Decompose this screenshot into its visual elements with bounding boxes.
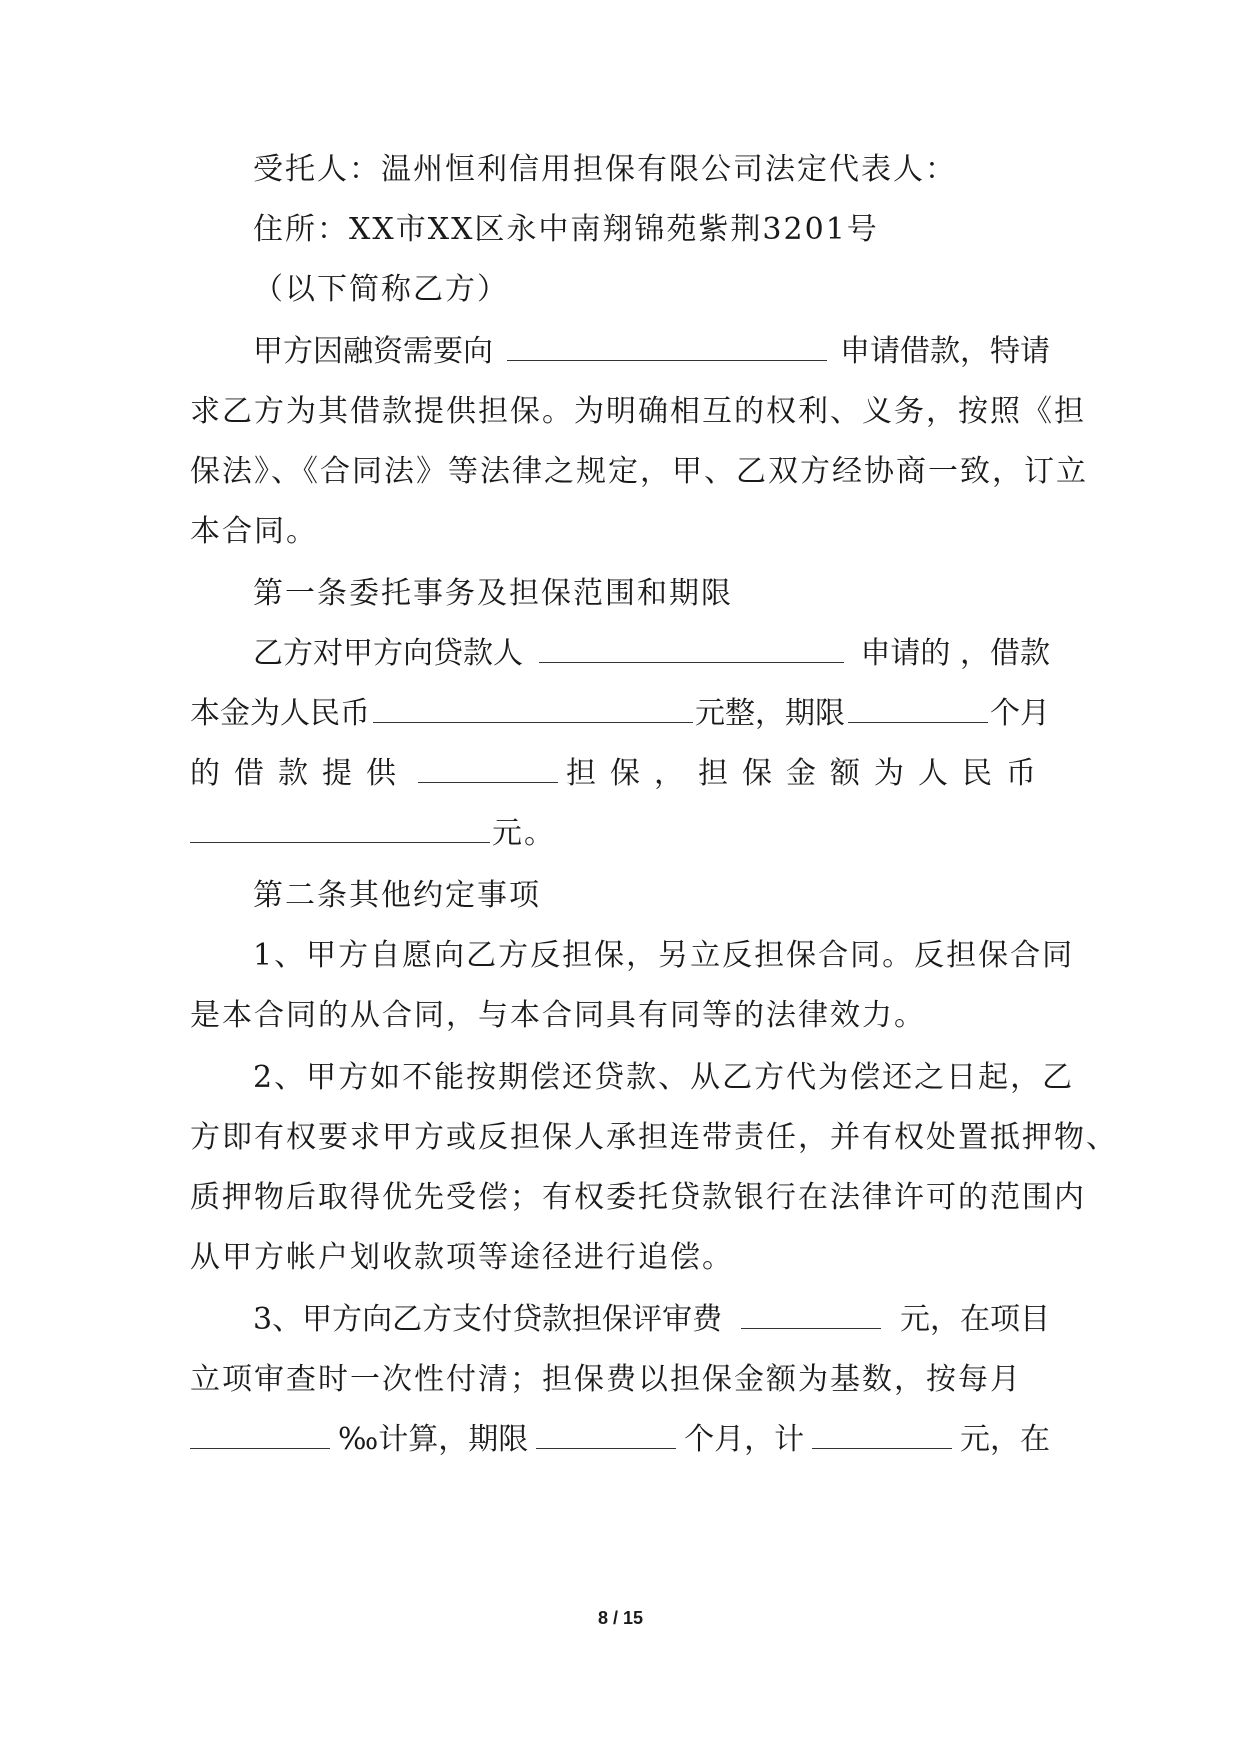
paragraph-line xyxy=(190,392,1086,432)
text: 元整，期限 xyxy=(695,696,845,731)
section-heading xyxy=(253,574,1050,614)
fill-blank[interactable] xyxy=(812,1420,952,1449)
text: 担保，担保金额为人民币 xyxy=(566,756,1050,791)
text: 立项审查时一次性付清；担保费以担保金额为基数，按每月 xyxy=(190,1362,1022,1397)
text: 是本合同的从合同，与本合同具有同等的法律效力。 xyxy=(190,998,926,1033)
paragraph-line xyxy=(190,1360,1050,1400)
text: 个月，计 xyxy=(684,1422,805,1457)
text: 元，在项目 xyxy=(900,1302,1050,1337)
fill-blank[interactable] xyxy=(507,332,827,361)
paragraph-line xyxy=(253,332,1050,372)
paragraph-line xyxy=(253,634,1050,674)
text: 甲方因融资需要向 xyxy=(253,334,493,369)
text: 质押物后取得优先受偿；有权委托贷款银行在法律许可的范围内 xyxy=(190,1180,1086,1215)
text: 乙方对甲方向贷款人 xyxy=(253,636,523,671)
text: 元。 xyxy=(492,816,556,851)
text: 元，在 xyxy=(959,1422,1050,1457)
paragraph-line xyxy=(190,1118,1118,1158)
paragraph-line xyxy=(190,814,1050,854)
fill-blank[interactable] xyxy=(741,1300,881,1329)
text: 保法》、《合同法》等法律之规定，甲、乙双方经协商一致，订立 xyxy=(190,454,1088,489)
paragraph-line xyxy=(253,936,1075,976)
text: 1、甲方自愿向乙方反担保，另立反担保合同。反担保合同 xyxy=(253,938,1075,973)
text: 从甲方帐户划收款项等途径进行追偿。 xyxy=(190,1240,734,1275)
paragraph-line xyxy=(190,996,1050,1036)
fill-blank[interactable] xyxy=(539,634,844,663)
fill-blank[interactable] xyxy=(418,754,558,783)
page-number: 8 / 15 xyxy=(597,1608,644,1628)
fill-blank[interactable] xyxy=(848,694,988,723)
paragraph-line xyxy=(190,1238,1050,1278)
text: 3、甲方向乙方支付贷款担保评审费 xyxy=(253,1302,723,1337)
fill-blank[interactable] xyxy=(190,814,490,843)
paragraph-line xyxy=(190,452,1088,492)
text: 受托人：温州恒利信用担保有限公司法定代表人： xyxy=(253,152,957,187)
fill-blank[interactable] xyxy=(536,1420,676,1449)
paragraph-line xyxy=(190,1420,1050,1460)
text: 求乙方为其借款提供担保。为明确相互的权利、义务，按照《担 xyxy=(190,394,1086,429)
text: 申请的 ，借款 xyxy=(860,636,1050,671)
paragraph-line xyxy=(253,210,1050,250)
paragraph-line xyxy=(253,1300,1050,1340)
text: 第一条委托事务及担保范围和期限 xyxy=(253,576,733,611)
paragraph-line xyxy=(253,1058,1075,1098)
paragraph-line xyxy=(190,512,1050,552)
text: 的借款提供 xyxy=(190,756,410,791)
paragraph-line xyxy=(190,754,1050,794)
text: 住所：XX市XX区永中南翔锦苑紫荆3201号 xyxy=(253,212,879,247)
text: 本金为人民币 xyxy=(190,696,370,731)
paragraph-line xyxy=(190,694,1050,734)
text: 2、甲方如不能按期偿还贷款、从乙方代为偿还之日起，乙 xyxy=(253,1060,1075,1095)
text: ‰计算，期限 xyxy=(337,1422,529,1457)
text: 申请借款，特请 xyxy=(840,334,1050,369)
paragraph-line xyxy=(253,270,1050,310)
paragraph-line xyxy=(190,1178,1086,1218)
fill-blank[interactable] xyxy=(373,694,693,723)
section-heading xyxy=(253,876,1050,916)
text: （以下简称乙方） xyxy=(253,272,509,307)
text: 本合同。 xyxy=(190,514,318,549)
text: 方即有权要求甲方或反担保人承担连带责任，并有权处置抵押物、 xyxy=(190,1120,1118,1155)
text: 个月 xyxy=(990,696,1050,731)
text: 第二条其他约定事项 xyxy=(253,878,541,913)
fill-blank[interactable] xyxy=(190,1420,330,1449)
paragraph-line xyxy=(253,150,1050,190)
